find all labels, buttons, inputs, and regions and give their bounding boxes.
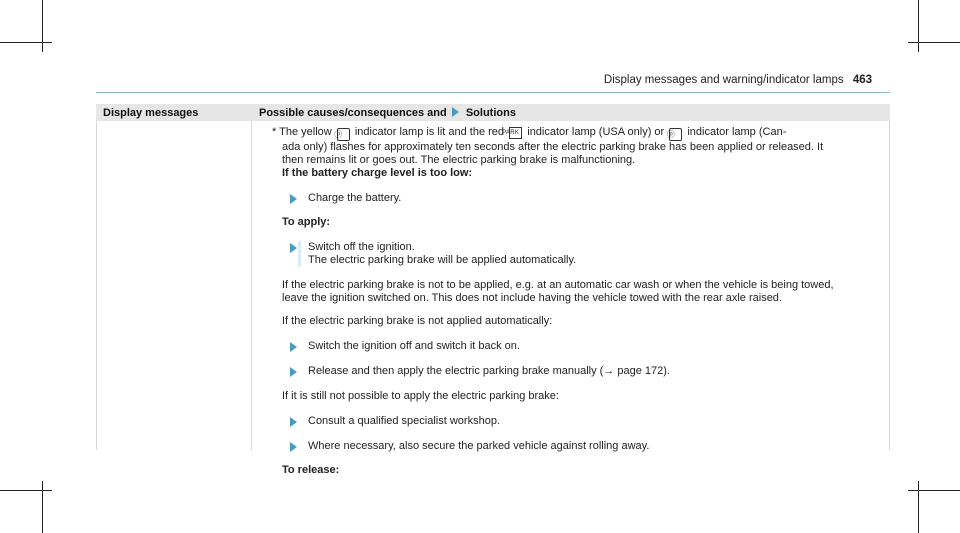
table-border-left: [96, 121, 97, 450]
note-text-4: indicator lamp (Can-: [687, 126, 787, 138]
to-apply-heading: To apply:: [282, 216, 331, 228]
crop-mark: [908, 490, 960, 491]
table-border-middle: [251, 121, 252, 450]
crop-mark: [908, 42, 960, 43]
header-divider: [96, 92, 890, 93]
section-title: Display messages and warning/indicator lamps: [603, 74, 844, 86]
step-arrow-icon: [290, 342, 297, 352]
step-arrow-icon: [290, 194, 297, 204]
para-not-applied-2: leave the ignition switched on. This does not include having the vehicle towed with the rear axle raised.: [282, 292, 782, 304]
note-text-1: The yellow: [279, 126, 332, 138]
note-text-2: indicator lamp is lit and the red: [354, 126, 505, 138]
note-text-3: indicator lamp (USA only) or: [527, 126, 665, 138]
result-apply-text: The electric parking brake will be applied automatically.: [308, 254, 577, 266]
table-header: [96, 104, 890, 121]
crop-mark: [918, 481, 919, 533]
step-arrow-icon: [290, 417, 297, 427]
brake-indicator-icon: ⓟ: [669, 128, 682, 141]
footnote-star: *: [272, 126, 277, 138]
para-not-auto: If the electric parking brake is not applied automatically:: [282, 315, 553, 327]
step-switch-on-off: [272, 340, 884, 353]
para-still-not: If it is still not possible to apply the electric parking brake:: [282, 390, 559, 402]
step-consult: [272, 415, 884, 428]
page-header: [604, 74, 872, 86]
battery-heading: If the battery charge level is too low:: [282, 167, 473, 179]
step-switch-off: [272, 241, 884, 254]
step-charge: [272, 192, 884, 205]
para-not-applied-1: If the electric parking brake is not to be applied, e.g. at an automatic car wash or when the vehicle is being towed,: [282, 279, 834, 291]
crop-mark: [42, 481, 43, 533]
step-arrow-icon: [290, 243, 297, 253]
result-bar: [298, 241, 301, 267]
table-border-right: [889, 121, 890, 450]
col-header-display-messages: Display messages: [103, 107, 199, 119]
crop-mark: [0, 42, 52, 43]
note-line-6: then remains lit or goes out. The electric parking brake is malfunctioning.: [282, 154, 636, 166]
col-header-solutions-text: Solutions: [465, 107, 516, 119]
note-line-5: ada only) flashes for approximately ten seconds after the electric parking brake has been applied or released. It: [282, 141, 824, 153]
step-secure-text: Where necessary, also secure the parked vehicle against rolling away.: [308, 440, 650, 452]
step-arrow-icon: [290, 442, 297, 452]
step-charge-text: Charge the battery.: [308, 192, 402, 204]
step-consult-text: Consult a qualified specialist workshop.: [308, 415, 500, 427]
crop-mark: [918, 0, 919, 52]
brake-indicator-icon: ⓟ: [337, 128, 350, 141]
park-indicator-icon: PARK: [509, 127, 522, 139]
col-header-causes: [259, 107, 516, 119]
step-secure: [272, 440, 884, 453]
step-arrow-icon: [290, 367, 297, 377]
step-release-apply-text[interactable]: Release and then apply the electric parking brake manually (→ page 172).: [308, 365, 670, 377]
result-apply: [272, 254, 884, 267]
solutions-arrow-icon: [452, 107, 459, 117]
footnote-paragraph: [272, 126, 884, 141]
step-switch-on-off-text: Switch the ignition off and switch it back on.: [308, 340, 520, 352]
page-number: 463: [852, 74, 872, 86]
messages-table: [96, 104, 890, 476]
crop-mark: [0, 490, 52, 491]
to-release-heading: To release:: [282, 464, 340, 476]
causes-column: [272, 126, 884, 477]
crop-mark: [42, 0, 43, 52]
col-header-causes-text: Possible causes/consequences and: [259, 107, 447, 119]
step-switch-off-text: Switch off the ignition.: [308, 241, 415, 253]
step-release-apply: [272, 365, 884, 378]
